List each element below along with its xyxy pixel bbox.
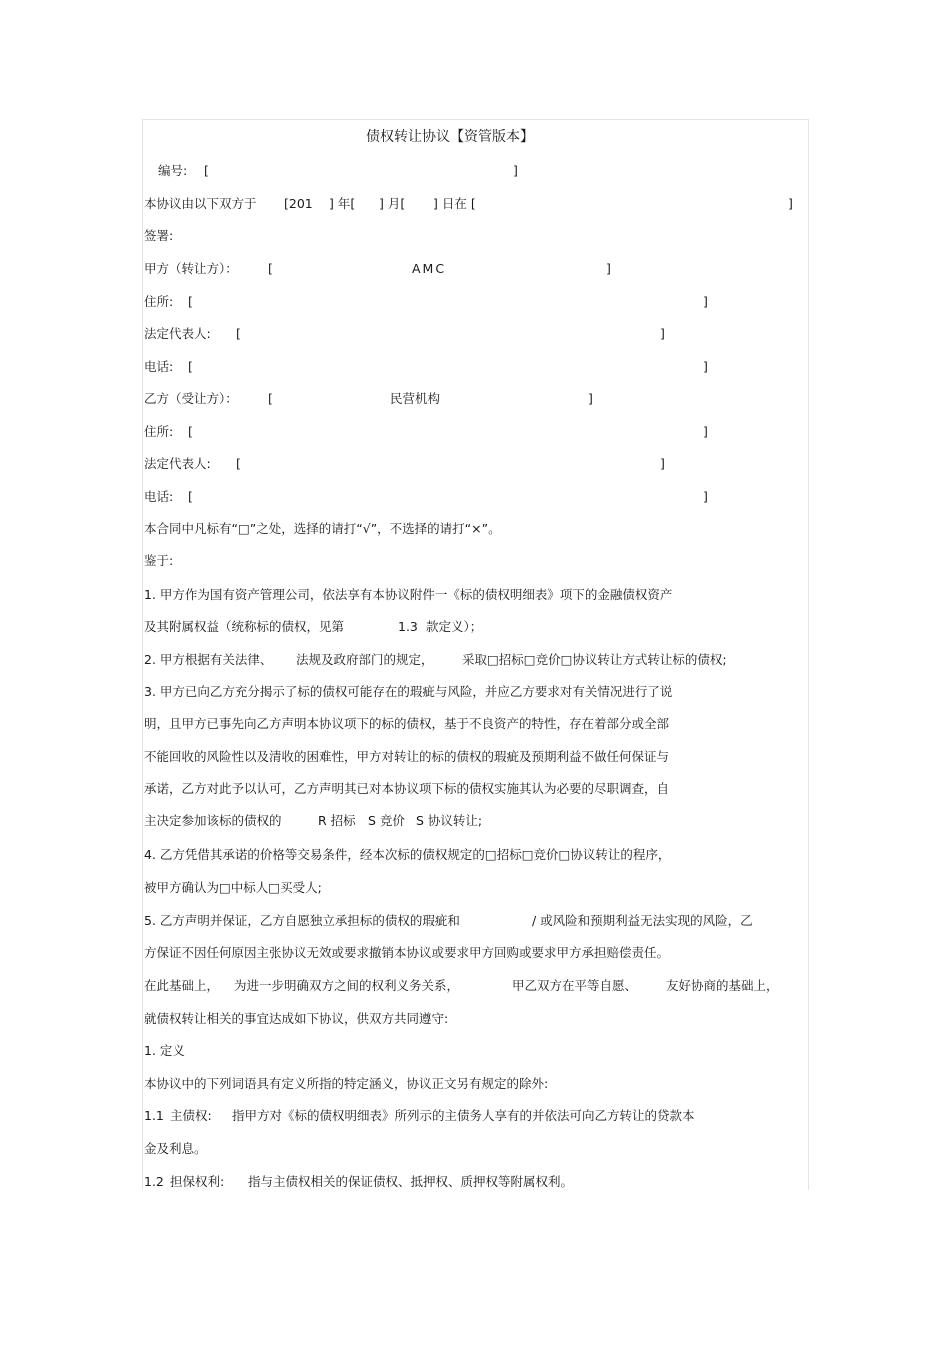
recital-3-line-5c: S 竞价 [368, 813, 405, 828]
recital-3-line-5b: R 招标 [318, 813, 356, 828]
party-a-rep-open: [ [236, 326, 241, 341]
definition-1-2-number: 1.2 [144, 1174, 164, 1189]
party-b-rep-label: 法定代表人: [144, 456, 211, 471]
party-a-rep-close: ] [660, 326, 665, 341]
recital-3-line-2: 明，且甲方已事先向乙方声明本协议项下的标的债权，基于不良资产的特性，存在着部分或全部 [144, 716, 670, 731]
basis-part-c: 甲乙双方在平等自愿、 [512, 978, 638, 993]
definition-1-1-number: 1.1 [144, 1108, 164, 1123]
party-a-rep-label: 法定代表人: [144, 326, 211, 341]
whereas-label: 鉴于: [144, 553, 174, 568]
basis-part-a: 在此基础上， [144, 978, 220, 993]
recital-3-line-3: 不能回收的风险性以及清收的困难性，甲方对转让的标的债权的瑕疵及预期利益不做任何保证与 [144, 749, 670, 764]
party-b-phone-open: [ [188, 489, 193, 504]
intro-close: ] [788, 196, 793, 211]
party-b-bracket-close: ] [588, 391, 593, 406]
recital-3-line-1: 3. 甲方已向乙方充分揭示了标的债权可能存在的瑕疵与风险，并应乙方要求对有关情况进行了说 [144, 684, 673, 699]
number-bracket-close: ] [513, 163, 518, 178]
party-b-bracket-open: [ [268, 391, 273, 406]
section-1-heading: 1. 定义 [144, 1043, 185, 1058]
recital-4-line-2: 被甲方确认为□中标人□买受人; [144, 880, 322, 895]
basis-line-2: 就债权转让相关的事宜达成如下协议，供双方共同遵守: [144, 1011, 449, 1026]
recital-1-line-2a: 及其附属权益（统称标的债权，见第 [144, 619, 345, 634]
recital-3-line-4: 承诺，乙方对此予以认可，乙方声明其已对本协议项下标的债权实施其认为必要的尽职调查，自 [144, 781, 670, 796]
party-b-rep-close: ] [660, 456, 665, 471]
definition-1-2-term: 担保权利: [170, 1174, 225, 1189]
party-a-phone-open: [ [188, 359, 193, 374]
definition-1-2-text: 指与主债权相关的保证债权、抵押权、质押权等附属权利。 [248, 1174, 574, 1189]
recital-3-line-5d: S 协议转让; [416, 813, 483, 828]
party-a-value: AMC [412, 261, 447, 276]
recital-5-line-1b: / 或风险和预期利益无法实现的风险，乙 [532, 913, 753, 928]
intro-month: ] 月[ [379, 196, 406, 211]
intro-day: ] 日在 [ [433, 196, 476, 211]
document-title: 债权转让协议【资管版本】 [366, 129, 534, 145]
party-a-bracket-close: ] [606, 261, 611, 276]
definition-1-1-text-2: 金及利息。 [144, 1141, 207, 1156]
party-b-label: 乙方（受让方）： [144, 391, 238, 406]
intro-year-prefix: [201 [284, 196, 313, 211]
recital-1-line-2b: 1.3 [398, 619, 418, 634]
definition-1-1-text: 指甲方对《标的债权明细表》所列示的主债务人享有的并依法可向乙方转让的贷款本 [232, 1108, 695, 1123]
party-b-address-label: 住所: [144, 424, 174, 439]
party-b-address-close: ] [703, 424, 708, 439]
party-a-phone-close: ] [703, 359, 708, 374]
basis-part-d: 友好协商的基础上， [666, 978, 779, 993]
number-label: 编号: [158, 163, 188, 178]
number-bracket-open: [ [204, 163, 209, 178]
intro-year-suffix: ] 年[ [329, 196, 356, 211]
recital-3-line-5a: 主决定参加该标的债权的 [144, 813, 282, 828]
recital-1-line-2c: 款定义）； [426, 619, 483, 634]
recital-5-line-1a: 5. 乙方声明并保证，乙方自愿独立承担标的债权的瑕疵和 [144, 913, 460, 928]
recital-4-line-1: 4. 乙方凭借其承诺的价格等交易条件，经本次标的债权规定的□招标□竞价□协议转让的程序， [144, 847, 671, 862]
party-a-phone-label: 电话: [144, 359, 174, 374]
recital-1-line-1: 1. 甲方作为国有资产管理公司，依法享有本协议附件一《标的债权明细表》项下的金融债权资产 [144, 587, 673, 602]
party-a-bracket-open: [ [268, 261, 273, 276]
signed-label: 签署: [144, 228, 174, 243]
recital-2-part-a: 2. 甲方根据有关法律、 [144, 652, 273, 667]
party-a-address-close: ] [703, 294, 708, 309]
definition-1-1-term: 主债权: [170, 1108, 212, 1123]
party-b-phone-label: 电话: [144, 489, 174, 504]
recital-2-part-c: 采取□招标□竞价□协议转让方式转让标的债权; [462, 652, 727, 667]
recital-5-line-2: 方保证不因任何原因主张协议无效或要求撤销本协议或要求甲方回购或要求甲方承担赔偿责任。 [144, 945, 670, 960]
intro-prefix: 本协议由以下双方于 [144, 196, 257, 211]
party-a-address-label: 住所: [144, 294, 174, 309]
checkbox-note: 本合同中凡标有“□”之处，选择的请打“√”，不选择的请打“×”。 [144, 521, 501, 536]
party-b-phone-close: ] [703, 489, 708, 504]
basis-part-b: 为进一步明确双方之间的权利义务关系， [234, 978, 460, 993]
party-a-label: 甲方（转让方）： [144, 261, 238, 276]
party-b-rep-open: [ [236, 456, 241, 471]
party-b-value: 民营机构 [390, 391, 441, 406]
party-b-address-open: [ [188, 424, 193, 439]
section-1-intro: 本协议中的下列词语具有定义所指的特定涵义，协议正文另有规定的除外: [144, 1076, 549, 1091]
recital-2-part-b: 法规及政府部门的规定， [296, 652, 434, 667]
party-a-address-open: [ [188, 294, 193, 309]
